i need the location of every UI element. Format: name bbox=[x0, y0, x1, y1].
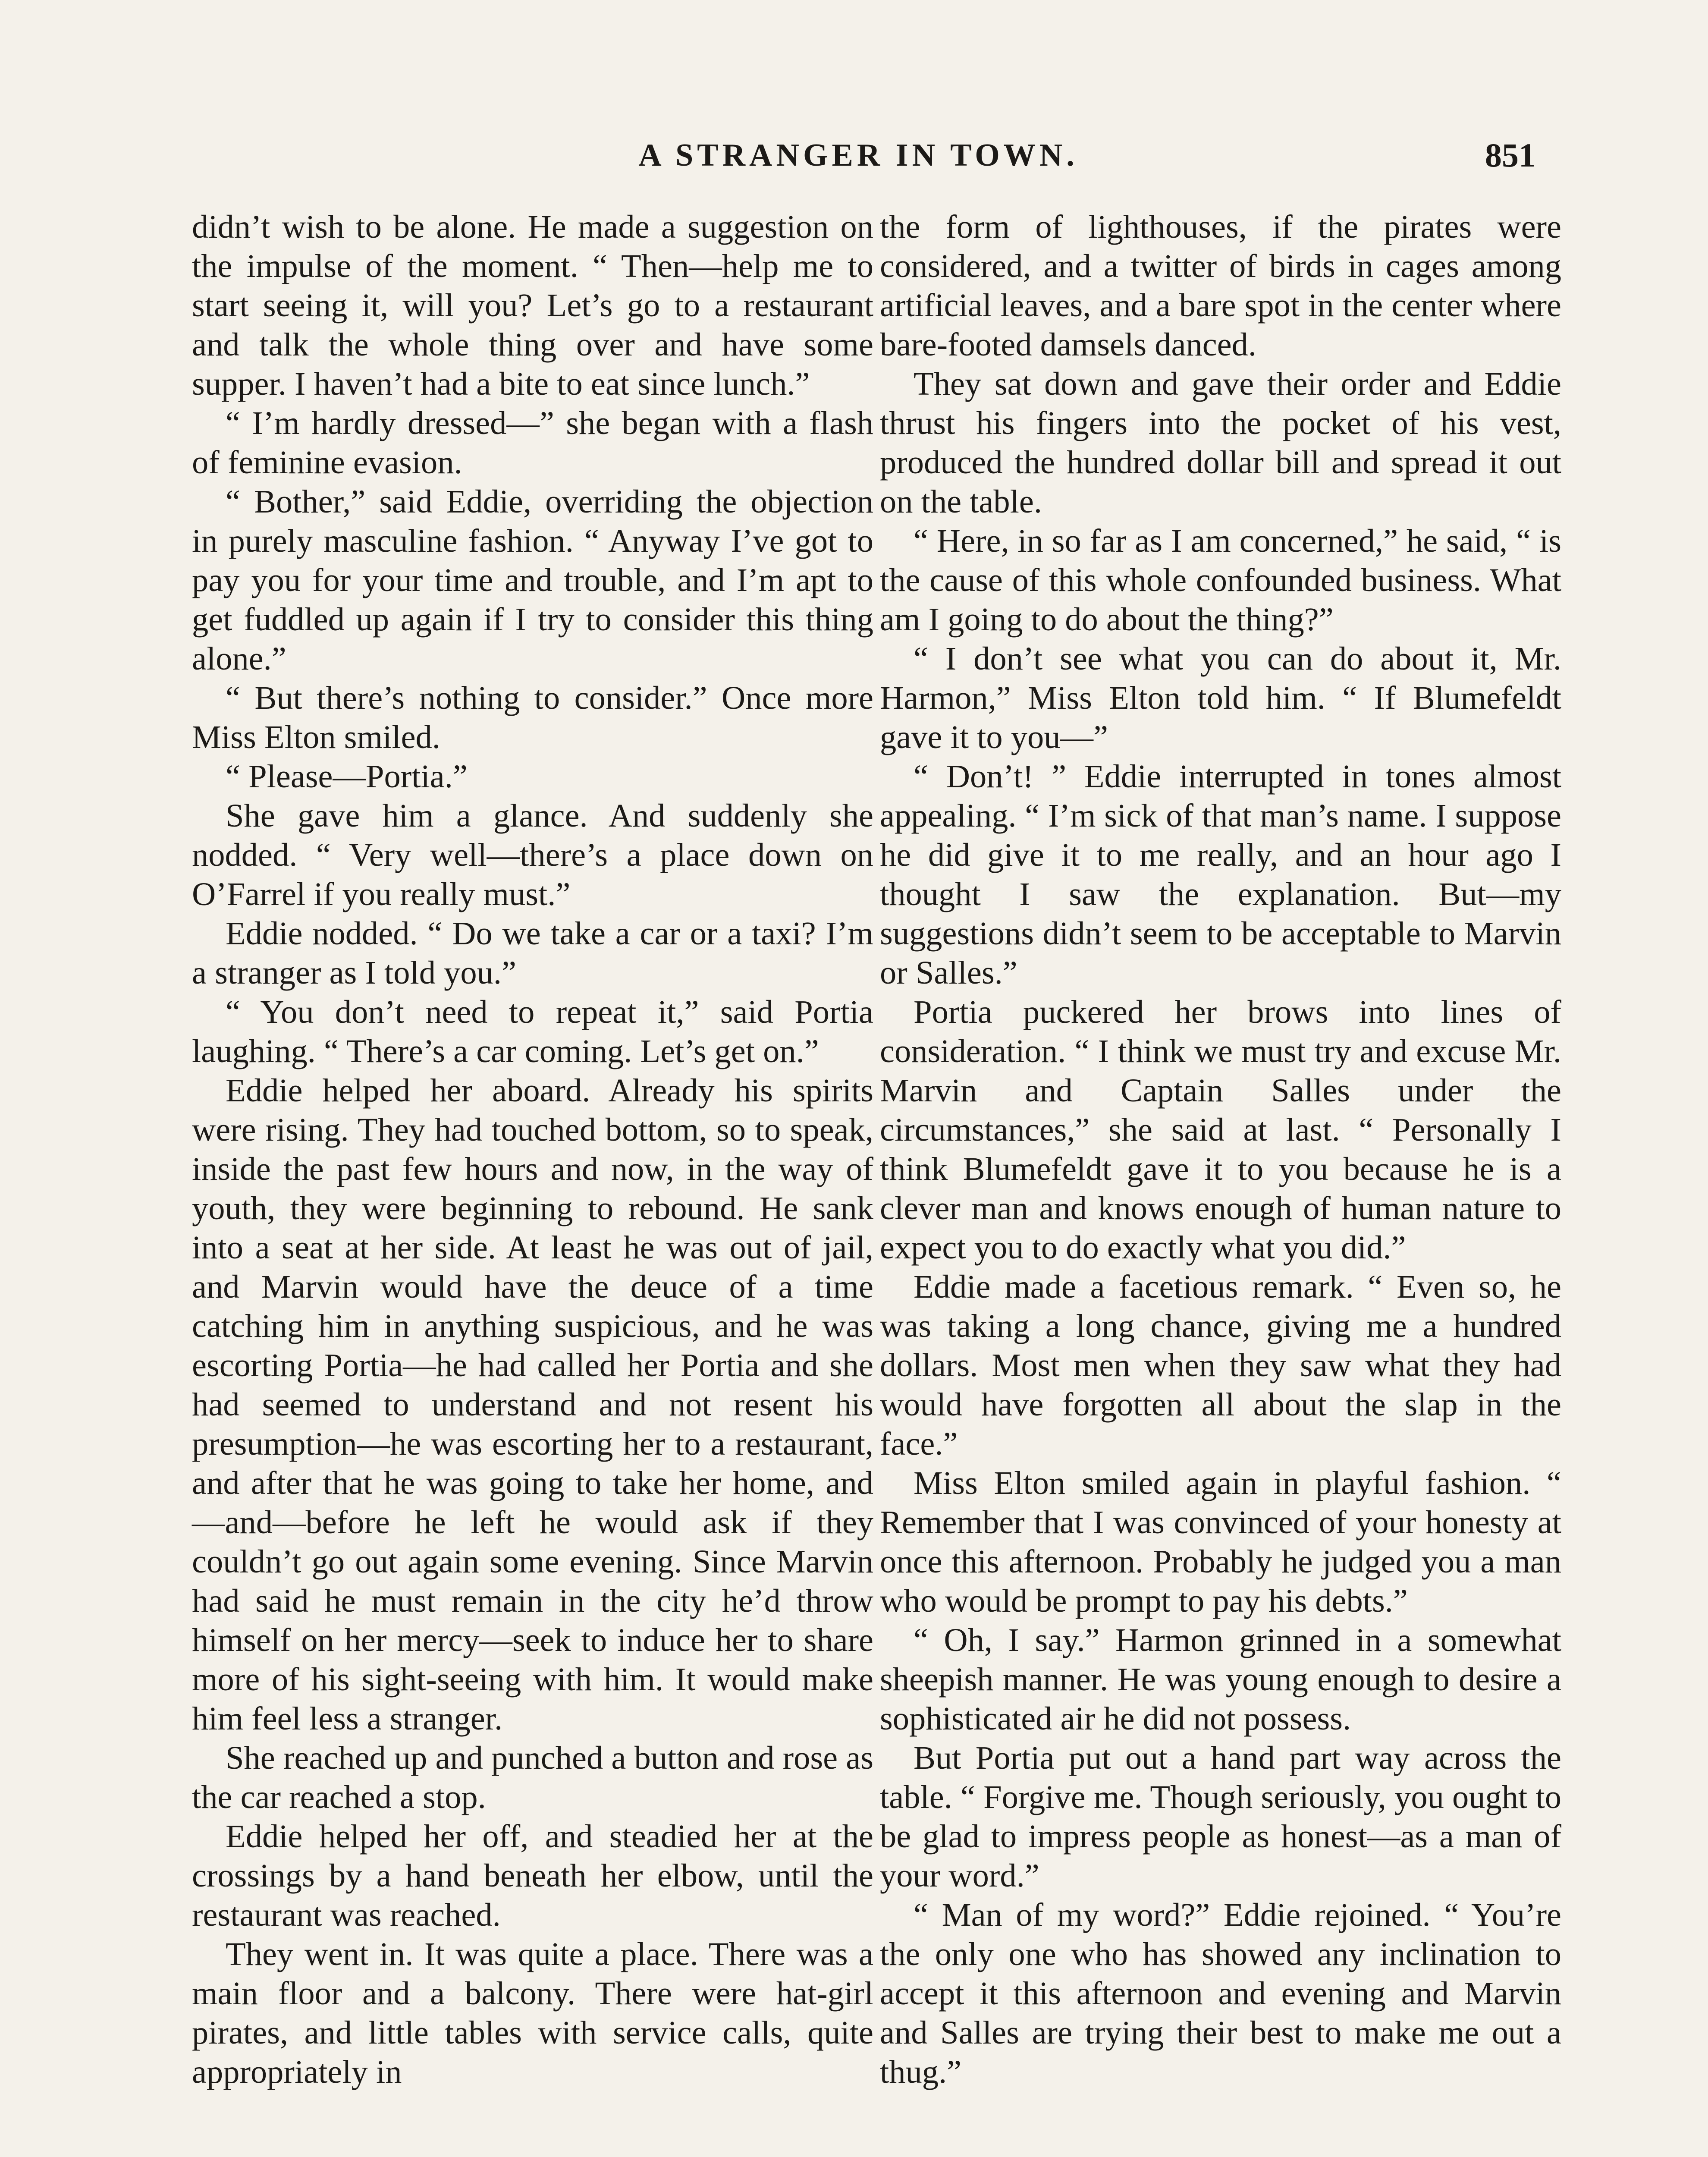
paragraph: the form of lighthouses, if the pirates were considered, and a twitter of birds in cages among artificial leaves, and a bare spot in the center where bare-footed damsels danced. bbox=[880, 208, 1561, 363]
paragraph: Portia puckered her brows into lines of consideration. “ I think we must try and excuse Mr. Marvin and Captain Salles under the circumstances,” she said at last. “ Personally I think Blumefeldt gave it to you because he is a clever man and knows enough of human nature to expect you to do exactly what you did.” bbox=[880, 994, 1561, 1266]
paragraph: “ Don’t! ” Eddie interrupted in tones almost appealing. “ I’m sick of that man’s name. I suppose he did give it to me really, and an hour ago I thought I saw the explanation. But—my suggestions didn’t seem to be acceptable to Marvin or Salles.” bbox=[880, 758, 1561, 991]
paragraph: “ Here, in so far as I am concerned,” he said, “ is the cause of this whole confounded business. What am I going to do about the thing?” bbox=[880, 522, 1561, 638]
paragraph: “ Bother,” said Eddie, overriding the objection in purely masculine fashion. “ Anyway I’ve got to pay you for your time and trouble, and I’m apt to get fuddled up again if I try to consider this thing alone.” bbox=[192, 483, 873, 677]
right-column bbox=[880, 207, 1561, 2091]
paragraph: They went in. It was quite a place. There was a main floor and a balcony. There were hat-girl pirates, and little tables with service calls, quite appropriately in bbox=[192, 1936, 873, 2090]
running-title: A STRANGER IN TOWN. bbox=[638, 138, 1078, 173]
paragraph: Miss Elton smiled again in playful fashion. “ Remember that I was convinced of your honesty at once this afternoon. Probably he judged you a man who would be prompt to pay his debts.” bbox=[880, 1465, 1561, 1619]
left-column bbox=[192, 207, 873, 2091]
paragraph: “ I don’t see what you can do about it, Mr. Harmon,” Miss Elton told him. “ If Blumefeldt gave it to you—” bbox=[880, 640, 1561, 755]
paragraph: Eddie nodded. “ Do we take a car or a taxi? I’m a stranger as I told you.” bbox=[192, 915, 873, 991]
paragraph: “ You don’t need to repeat it,” said Portia laughing. “ There’s a car coming. Let’s get on.” bbox=[192, 994, 873, 1069]
paragraph: “ Man of my word?” Eddie rejoined. “ You’re the only one who has showed any inclination to accept it this afternoon and evening and Marvin and Salles are trying their best to make me out a thug.” bbox=[880, 1896, 1561, 2090]
paragraph: But Portia put out a hand part way across the table. “ Forgive me. Though seriously, you ought to be glad to impress people as honest—as a man of your word.” bbox=[880, 1739, 1561, 1894]
running-head bbox=[181, 129, 1535, 181]
paragraph: “ Please—Portia.” bbox=[226, 758, 468, 795]
paragraph: “ I’m hardly dressed—” she began with a flash of feminine evasion. bbox=[192, 405, 873, 481]
paragraph: “ But there’s nothing to consider.” Once more Miss Elton smiled. bbox=[192, 679, 873, 755]
paragraph: “ Oh, I say.” Harmon grinned in a somewhat sheepish manner. He was young enough to desire a sophisticated air he did not possess. bbox=[880, 1622, 1561, 1737]
paragraph: Eddie helped her aboard. Already his spirits were rising. They had touched bottom, so to speak, inside the past few hours and now, in the way of youth, they were beginning to rebound. He sank into a seat at her side. At least he was out of jail, and Marvin would have the deuce of a time catching him in anything suspicious, and he was escorting Portia—he had called her Portia and she had seemed to understand and not resent his presumption—he was escorting her to a restaurant, and after that he was going to take her home, and—and—before he left he would ask if they couldn’t go out again some evening. Since Marvin had said he must remain in the city he’d throw himself on her mercy—seek to induce her to share more of his sight-seeing with him. It would make him feel less a stranger. bbox=[192, 1072, 873, 1737]
paragraph: Eddie helped her off, and steadied her at the crossings by a hand beneath her elbow, until the restaurant was reached. bbox=[192, 1818, 873, 1933]
page-number: 851 bbox=[1485, 136, 1535, 174]
paragraph: Eddie made a facetious remark. “ Even so, he was taking a long chance, giving me a hundred dollars. Most men when they saw what they had would have forgotten all about the slap in the face.” bbox=[880, 1268, 1561, 1462]
paragraph: She reached up and punched a button and rose as the car reached a stop. bbox=[192, 1739, 873, 1815]
paragraph: She gave him a glance. And suddenly she nodded. “ Very well—there’s a place down on O’Farrel if you really must.” bbox=[192, 797, 873, 912]
paragraph: They sat down and gave their order and Eddie thrust his fingers into the pocket of his vest, produced the hundred dollar bill and spread it out on the table. bbox=[880, 365, 1561, 520]
paragraph: didn’t wish to be alone. He made a suggestion on the impulse of the moment. “ Then—help me to start seeing it, will you? Let’s go to a restaurant and talk the whole thing over and have some supper. I haven’t had a bite to eat since lunch.” bbox=[192, 208, 873, 402]
